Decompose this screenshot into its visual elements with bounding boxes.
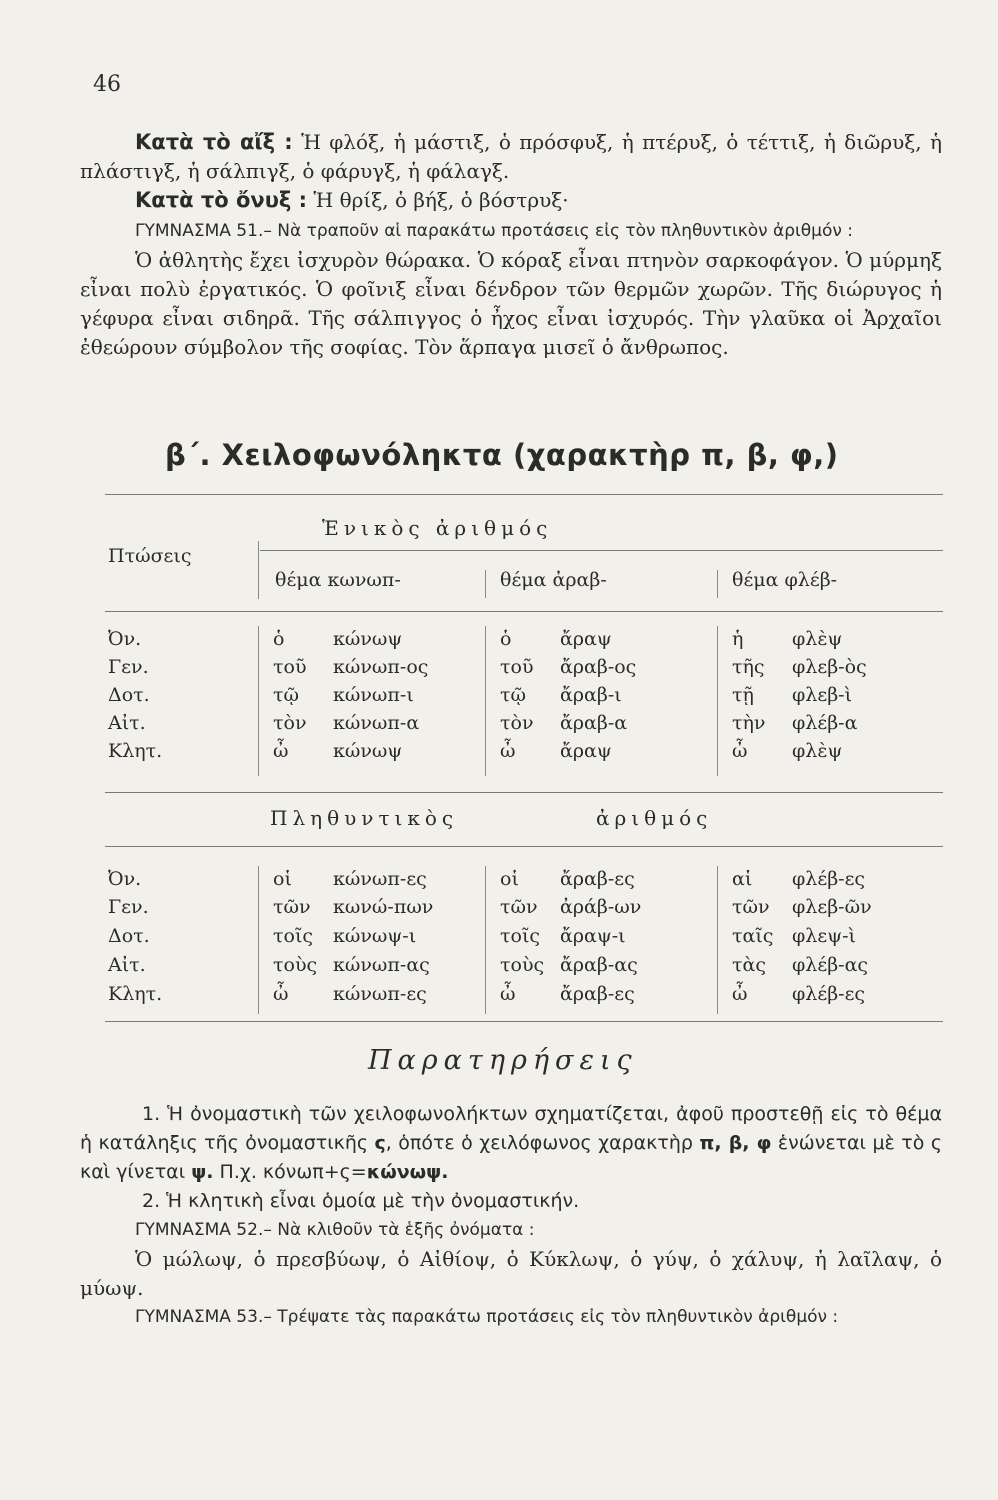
note-1-part-d: Π.χ. κόνωπ+ς= [213, 1161, 367, 1183]
sg-voc-konop-form: κώνωψ [333, 740, 403, 762]
intro-line-2 [80, 186, 942, 215]
column-header-konop: θέμα κωνωπ- [275, 569, 401, 591]
sg-gen-konop-article: τοῦ [273, 656, 307, 678]
sg-nom-arav-article: ὁ [500, 628, 512, 650]
pl-acc-arav-form: ἄραβ-ας [560, 954, 638, 976]
sg-dat-fleb-form: φλεβ-ὶ [792, 684, 853, 706]
note-1-part-a: 1. Ἡ ὀνομαστικὴ τῶν χειλοφωνολήκτων σχηματίζεται, ἀφοῦ προστεθῇ εἰς τὸ θέμα ἡ κατάληξις τῆς ὀνομαστικῆς [80, 1103, 942, 1154]
sg-gen-fleb-article: τῆς [732, 656, 765, 678]
header-divider-2 [485, 570, 486, 598]
exercise-51-heading [80, 215, 942, 246]
sg-nom-fleb-article: ἡ [732, 628, 744, 650]
case-nominative: Ὀν. [108, 628, 142, 650]
exercise-53-label: ΓΥΜΝΑΣΜΑ 53. [135, 1307, 264, 1327]
pl-dat-arav-form: ἄραψ-ι [560, 925, 626, 947]
case-vocative: Κλητ. [108, 740, 163, 762]
pl-nom-konop-form: κώνωπ-ες [333, 868, 427, 890]
plural-divider-2 [485, 866, 486, 1014]
sg-nom-fleb-form: φλὲψ [792, 628, 843, 650]
pl-nom-arav-article: οἱ [500, 868, 519, 890]
exercise-53-instruction: – Τρέψατε τὰς παρακάτω προτάσεις εἰς τὸν πληθυντικὸν ἀριθμόν : [263, 1307, 839, 1327]
sg-nom-konop-article: ὁ [273, 628, 285, 650]
plural-divider-3 [717, 866, 718, 1014]
singular-divider-1 [258, 626, 259, 776]
singular-divider-2 [485, 626, 486, 776]
pl-case-accusative: Αἰτ. [108, 954, 146, 976]
notes-block [80, 1100, 942, 1332]
pl-dat-konop-article: τοῖς [273, 925, 314, 947]
pl-case-vocative: Κλητ. [108, 983, 163, 1005]
pl-nom-konop-article: οἱ [273, 868, 292, 890]
sg-voc-fleb-form: φλὲψ [792, 740, 843, 762]
sg-acc-konop-form: κώνωπ-α [333, 712, 420, 734]
sg-voc-konop-article: ὦ [273, 740, 289, 762]
case-accusative: Αἰτ. [108, 712, 146, 734]
sg-dat-konop-form: κώνωπ-ι [333, 684, 414, 706]
singular-heading: Ἑνικὸς ἀριθμός [322, 516, 553, 540]
pl-acc-fleb-article: τὰς [732, 954, 766, 976]
sg-nom-konop-form: κώνωψ [333, 628, 403, 650]
pl-acc-arav-article: τοὺς [500, 954, 545, 976]
sg-voc-fleb-article: ὦ [732, 740, 748, 762]
column-header-fleb: θέμα φλέβ- [732, 569, 838, 591]
note-1-characters: π, β, φ [699, 1132, 772, 1154]
intro-label-onyx: Κατὰ τὸ ὄνυξ : [135, 188, 308, 212]
exercise-53-heading [80, 1303, 942, 1332]
pl-gen-konop-article: τῶν [273, 896, 311, 918]
pl-voc-fleb-article: ὦ [732, 983, 748, 1005]
plural-heading-number: ἀριθμός [596, 806, 713, 830]
sg-gen-arav-form: ἄραβ-ος [560, 656, 637, 678]
intro-block [80, 128, 942, 362]
sg-acc-arav-article: τὸν [500, 712, 534, 734]
pl-gen-fleb-form: φλεβ-ῶν [792, 896, 872, 918]
intro-text-aix: Ἡ φλόξ, ἡ μάστιξ, ὁ πρόσφυξ, ἡ πτέρυξ, ὁ τέττιξ, ἡ διῶρυξ, ἡ πλάστιγξ, ἡ σάλπιγξ, ὁ φάρυγξ, ἡ φάλαγξ. [80, 130, 942, 183]
pl-gen-fleb-article: τῶν [732, 896, 770, 918]
note-1-result: κώνωψ. [366, 1161, 449, 1183]
singular-bottom-rule [105, 792, 943, 793]
note-1-part-c: ἑνώνεται μὲ τὸ ς καὶ γίνεται [80, 1132, 942, 1183]
sg-gen-arav-article: τοῦ [500, 656, 534, 678]
note-1-sigma: ς [374, 1132, 386, 1154]
section-title: β΄. Χειλοφωνόληκτα (χαρακτὴρ π, β, φ,) [165, 438, 839, 472]
pl-gen-konop-form: κωνώ-πων [333, 896, 434, 918]
sg-dat-arav-form: ἄραβ-ι [560, 684, 622, 706]
pl-voc-arav-article: ὦ [500, 983, 516, 1005]
exercise-52-instruction: – Νὰ κλιθοῦν τὰ ἑξῆς ὀνόματα : [263, 1220, 535, 1240]
sg-voc-arav-article: ὦ [500, 740, 516, 762]
pl-case-nominative: Ὀν. [108, 868, 142, 890]
note-2: 2. Ἡ κλητικὴ εἶναι ὁμοία μὲ τὴν ὀνομαστικήν. [142, 1190, 580, 1212]
pl-case-genitive: Γεν. [108, 896, 149, 918]
pl-nom-arav-form: ἄραβ-ες [560, 868, 635, 890]
pl-dat-fleb-article: ταῖς [732, 925, 774, 947]
pl-voc-konop-form: κώνωπ-ες [333, 983, 427, 1005]
column-header-arav: θέμα ἀραβ- [500, 569, 607, 591]
plural-heading-word: Πληθυντικὸς [270, 806, 459, 830]
sg-gen-konop-form: κώνωπ-ος [333, 656, 429, 678]
sg-dat-fleb-article: τῇ [732, 684, 754, 706]
intro-label-aix: Κατὰ τὸ αἴξ : [135, 130, 293, 154]
pl-voc-arav-form: ἄραβ-ες [560, 983, 635, 1005]
pl-gen-arav-article: τῶν [500, 896, 538, 918]
table-top-rule [105, 494, 943, 495]
pl-acc-fleb-form: φλέβ-ας [792, 954, 869, 976]
pl-acc-konop-article: τοὺς [273, 954, 318, 976]
sg-nom-arav-form: ἄραψ [560, 628, 612, 650]
pl-case-dative: Δοτ. [108, 925, 150, 947]
pl-gen-arav-form: ἀράβ-ων [560, 896, 642, 918]
header-divider-1 [258, 541, 259, 599]
pl-nom-fleb-article: αἱ [732, 868, 753, 890]
sg-gen-fleb-form: φλεβ-ὸς [792, 656, 867, 678]
plural-heading-rule [105, 846, 943, 847]
note-1-part-b: , ὁπότε ὁ χειλόφωνος χαρακτὴρ [385, 1132, 700, 1154]
case-genitive: Γεν. [108, 656, 149, 678]
pl-dat-arav-article: τοῖς [500, 925, 541, 947]
case-dative: Δοτ. [108, 684, 150, 706]
sg-acc-fleb-form: φλέβ-α [792, 712, 858, 734]
pl-acc-konop-form: κώνωπ-ας [333, 954, 430, 976]
intro-line-1 [80, 128, 942, 186]
sg-acc-fleb-article: τὴν [732, 712, 766, 734]
pl-dat-fleb-form: φλεψ-ὶ [792, 925, 856, 947]
pl-voc-konop-article: ὦ [273, 983, 289, 1005]
notes-title: Παρατηρήσεις [368, 1045, 638, 1076]
sg-dat-konop-article: τῷ [273, 684, 300, 706]
exercise-52-body: Ὁ μώλωψ, ὁ πρεσβύωψ, ὁ Αἰθίοψ, ὁ Κύκλωψ, ὁ γύψ, ὁ χάλυψ, ἡ λαῖλαψ, ὁ μύωψ. [80, 1247, 942, 1300]
sg-acc-arav-form: ἄραβ-α [560, 712, 628, 734]
note-1 [80, 1100, 942, 1187]
pl-voc-fleb-form: φλέβ-ες [792, 983, 866, 1005]
table-bottom-rule [105, 1021, 943, 1022]
exercise-52-label: ΓΥΜΝΑΣΜΑ 52. [135, 1220, 264, 1240]
cases-heading: Πτώσεις [108, 545, 192, 567]
sg-acc-konop-article: τὸν [273, 712, 307, 734]
header-bottom-rule [105, 611, 943, 612]
sg-voc-arav-form: ἄραψ [560, 740, 612, 762]
exercise-52-heading [80, 1216, 942, 1245]
exercise-51-instruction: – Νὰ τραποῦν αἱ παρακάτω προτάσεις εἰς τὸν πληθυντικὸν ἀριθμόν : [263, 221, 854, 241]
note-1-psi: ψ. [191, 1161, 214, 1183]
exercise-51-label: ΓΥΜΝΑΣΜΑ 51. [135, 221, 264, 241]
singular-heading-rule [260, 550, 943, 551]
pl-nom-fleb-form: φλέβ-ες [792, 868, 866, 890]
pl-dat-konop-form: κώνωψ-ι [333, 925, 417, 947]
page-number: 46 [93, 72, 121, 97]
header-divider-3 [717, 570, 718, 598]
intro-text-onyx: Ἡ θρίξ, ὁ βήξ, ὁ βόστρυξ· [307, 188, 569, 212]
exercise-51-body: Ὁ ἀθλητὴς ἔχει ἰσχυρὸν θώρακα. Ὁ κόραξ εἶναι πτηνὸν σαρκοφάγον. Ὁ μύρμηξ εἶναι πολὺ ἐργατικός. Ὁ φοῖνιξ εἶναι δένδρον τῶν θερμῶν χωρῶν. Τῆς διώρυγος ἡ γέφυρα εἶναι σιδηρᾶ. Τῆς σάλπιγγος ὁ ἦχος εἶναι ἰσχυρός. Τὴν γλαῦκα οἱ Ἀρχαῖοι ἐθεώρουν σύμβολον τῆς σοφίας. Τὸν ἅρπαγα μισεῖ ὁ ἄνθρωπος. [80, 248, 942, 359]
singular-divider-3 [717, 626, 718, 776]
plural-divider-1 [258, 866, 259, 1014]
sg-dat-arav-article: τῷ [500, 684, 527, 706]
